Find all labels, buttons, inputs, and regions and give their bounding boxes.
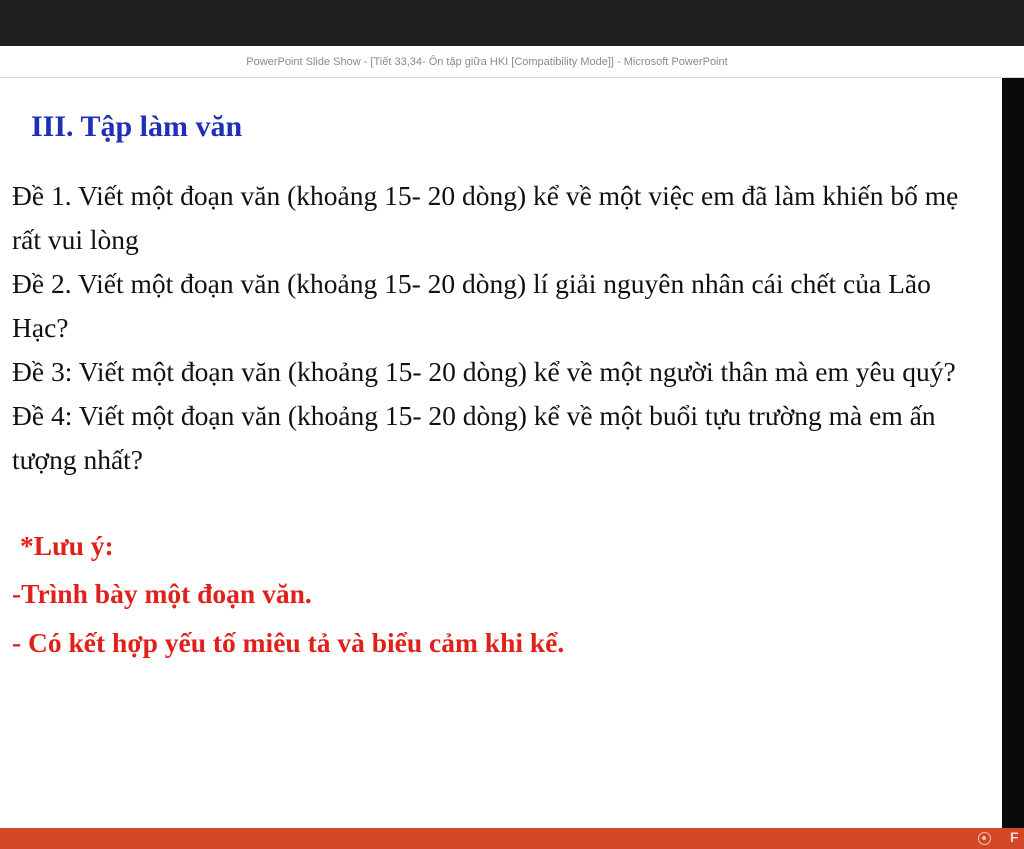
slide[interactable]: [0, 78, 1002, 828]
status-bar: [0, 828, 1024, 849]
prompt-2: Đề 2. Viết một đoạn văn (khoảng 15- 20 dòng) lí giải nguyên nhân cái chết của Lão Hạc?: [12, 268, 931, 343]
prompt-4: Đề 4: Viết một đoạn văn (khoảng 15- 20 dòng) kể về một buổi tựu trường mà em ấn tượng nhất?: [12, 400, 936, 475]
slide-heading: III. Tập làm văn: [31, 110, 243, 143]
status-letter: F: [1010, 829, 1019, 845]
slide-show-icon[interactable]: [978, 832, 991, 845]
prompt-1: Đề 1. Viết một đoạn văn (khoảng 15- 20 dòng) kể về một việc em đã làm khiến bố mẹ rất vui lòng: [12, 180, 959, 255]
window-title: PowerPoint Slide Show - [Tiết 33,34- Ôn tập giữa HKI [Compatibility Mode]] - Microsoft PowerPoint: [246, 55, 728, 68]
note-item-1: -Trình bày một đoạn văn.: [12, 578, 312, 609]
top-dark-bar: [0, 0, 1024, 46]
window-titlebar[interactable]: [0, 46, 1024, 78]
note-item-2: - Có kết hợp yếu tố miêu tả và biểu cảm khi kể.: [12, 627, 565, 658]
prompt-3: Đề 3: Viết một đoạn văn (khoảng 15- 20 dòng) kể về một người thân mà em yêu quý?: [12, 356, 956, 387]
prompt-list: [12, 174, 972, 482]
notes-title: *Lưu ý:: [20, 530, 114, 561]
right-black-edge: [1002, 78, 1024, 828]
